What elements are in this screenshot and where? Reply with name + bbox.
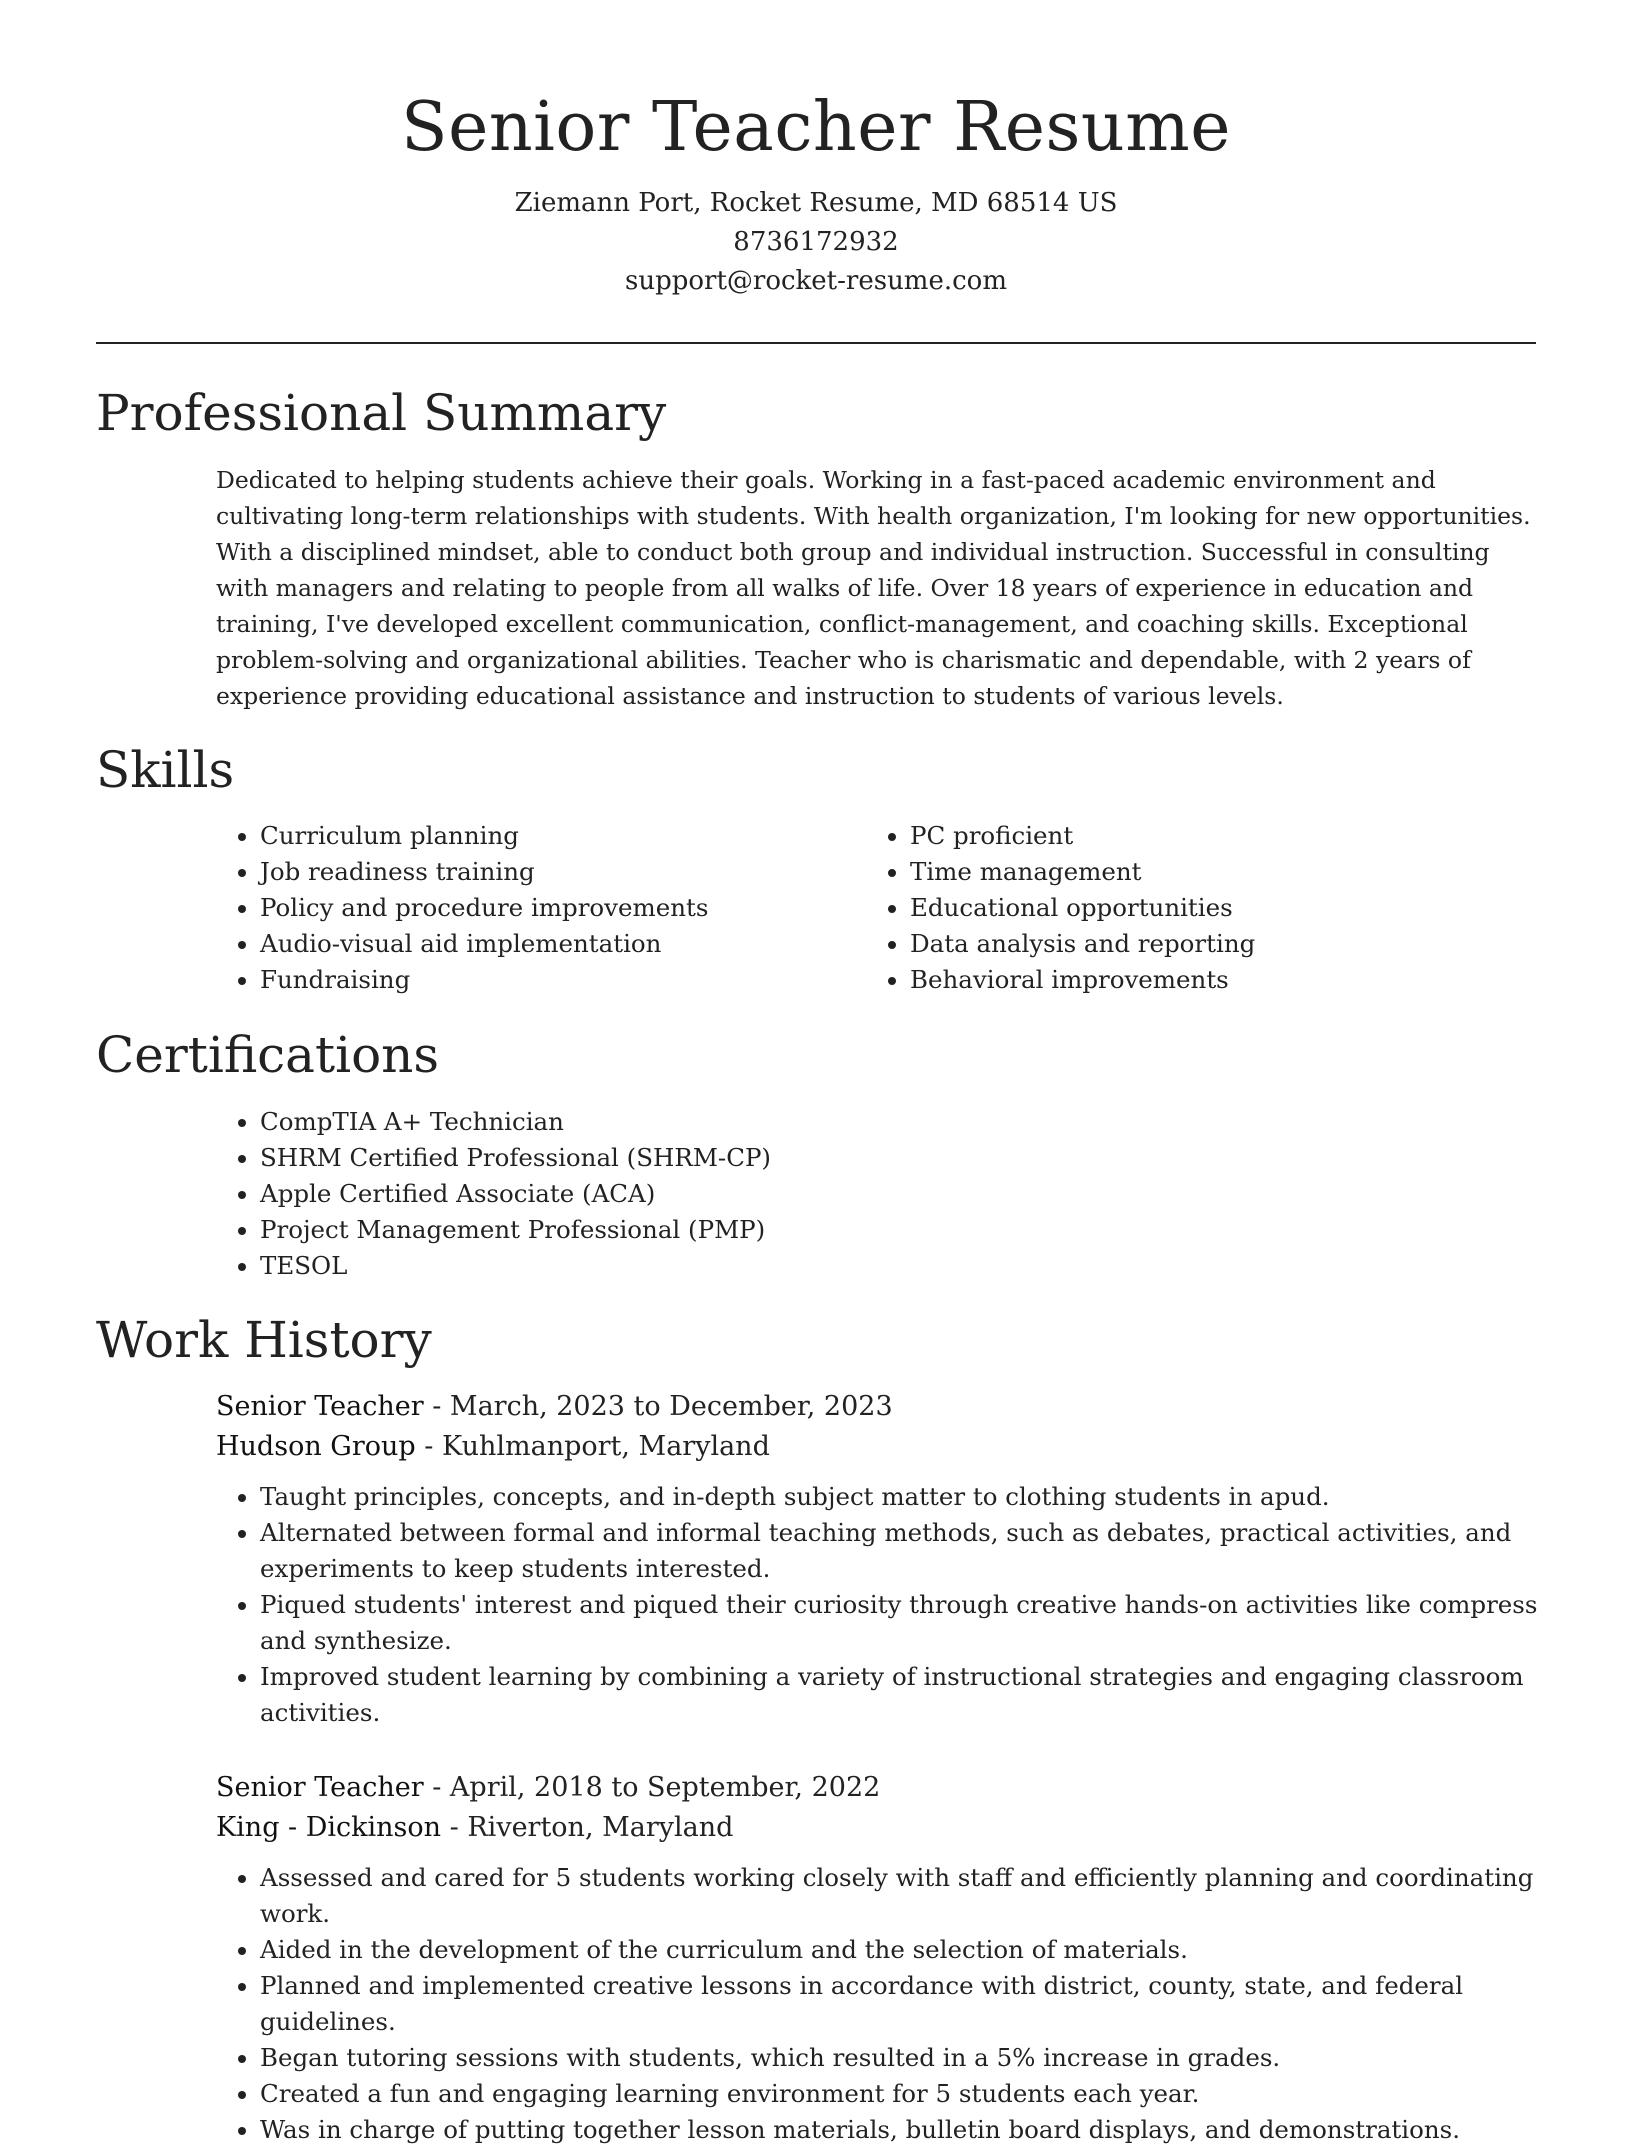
certifications-list xyxy=(216,1104,1116,1284)
list-item: • Taught principles, concepts, and in-depth subject matter to clothing students in apud. xyxy=(260,1479,1546,1515)
job-entry-2 xyxy=(216,1768,1546,2148)
skills-list-left xyxy=(216,818,836,998)
resume-header xyxy=(0,0,1632,301)
list-item: • Apple Certified Associate (ACA) xyxy=(260,1176,1116,1212)
list-item: • Alternated between formal and informal teaching methods, such as debates, practical activities, and experiments to keep students interested. xyxy=(260,1515,1546,1587)
list-item: • Aided in the development of the curriculum and the selection of materials. xyxy=(260,1932,1546,1968)
contact-address: Ziemann Port, Rocket Resume, MD 68514 US xyxy=(514,188,1118,218)
skills-heading: Skills xyxy=(96,741,235,799)
list-item: • Was in charge of putting together lesson materials, bulletin board displays, and demonstrations. xyxy=(260,2112,1546,2148)
summary-heading: Professional Summary xyxy=(96,384,667,442)
list-item: • Created a fun and engaging learning environment for 5 students each year. xyxy=(260,2076,1546,2112)
job-company: Hudson Group xyxy=(216,1431,416,1462)
header-divider xyxy=(96,342,1536,344)
list-item: • Project Management Professional (PMP) xyxy=(260,1212,1116,1248)
job-company-line xyxy=(216,1427,1546,1467)
list-item: • CompTIA A+ Technician xyxy=(260,1104,1116,1140)
job-title-line xyxy=(216,1768,1546,1808)
work-history-heading: Work History xyxy=(96,1311,432,1369)
job-dates: - March, 2023 to December, 2023 xyxy=(423,1391,893,1422)
list-item: • Assessed and cared for 5 students working closely with staff and efficiently planning and coordinating work. xyxy=(260,1860,1546,1932)
list-item: • Piqued students' interest and piqued their curiosity through creative hands-on activities like compress and synthesize. xyxy=(260,1587,1546,1659)
list-item: • Policy and procedure improvements xyxy=(260,890,836,926)
list-item: • Time management xyxy=(910,854,1486,890)
job-location: - Riverton, Maryland xyxy=(441,1812,734,1843)
skills-column-left xyxy=(216,818,836,998)
list-item: • PC proficient xyxy=(910,818,1486,854)
job-company-line xyxy=(216,1808,1546,1848)
job-bullets xyxy=(216,1860,1546,2148)
job-dates: - April, 2018 to September, 2022 xyxy=(423,1772,881,1803)
list-item: • Planned and implemented creative lessons in accordance with district, county, state, and federal guidelines. xyxy=(260,1968,1546,2040)
list-item: • TESOL xyxy=(260,1248,1116,1284)
contact-phone: 8736172932 xyxy=(733,227,899,257)
list-item: • Behavioral improvements xyxy=(910,962,1486,998)
certifications-block xyxy=(216,1104,1116,1284)
job-bullets xyxy=(216,1479,1546,1731)
list-item: • Audio-visual aid implementation xyxy=(260,926,836,962)
list-item: • Job readiness training xyxy=(260,854,836,890)
job-company: King - Dickinson xyxy=(216,1812,442,1843)
list-item: • Fundraising xyxy=(260,962,836,998)
contact-block xyxy=(0,184,1632,301)
list-item: • SHRM Certified Professional (SHRM-CP) xyxy=(260,1140,1116,1176)
list-item: • Curriculum planning xyxy=(260,818,836,854)
resume-title: Senior Teacher Resume xyxy=(401,88,1231,167)
job-entry-1 xyxy=(216,1387,1546,1731)
skills-list-right xyxy=(866,818,1486,998)
job-title-line xyxy=(216,1387,1546,1427)
summary-text: Dedicated to helping students achieve their goals. Working in a fast-paced academic environment and cultivating long-term relationships with students. With health organization, I'm looking for new opportunities. With a disciplined mindset, able to conduct both group and individual instruction. Successful in consulting with managers and relating to people from all walks of life. Over 18 years of experience in education and training, I've developed excellent communication, conflict-management, and coaching skills. Exceptional problem-solving and organizational abilities. Teacher who is charismatic and dependable, with 2 years of experience providing educational assistance and instruction to students of various levels. xyxy=(216,466,1531,710)
job-role: Senior Teacher xyxy=(216,1391,424,1422)
contact-email: support@rocket-resume.com xyxy=(624,266,1007,296)
skills-column-right xyxy=(866,818,1486,998)
certifications-heading: Certifications xyxy=(96,1026,440,1084)
list-item: • Improved student learning by combining a variety of instructional strategies and engaging classroom activities. xyxy=(260,1659,1546,1731)
list-item: • Educational opportunities xyxy=(910,890,1486,926)
job-location: - Kuhlmanport, Maryland xyxy=(415,1431,770,1462)
job-role: Senior Teacher xyxy=(216,1772,424,1803)
list-item: • Began tutoring sessions with students, which resulted in a 5% increase in grades. xyxy=(260,2040,1546,2076)
list-item: • Data analysis and reporting xyxy=(910,926,1486,962)
